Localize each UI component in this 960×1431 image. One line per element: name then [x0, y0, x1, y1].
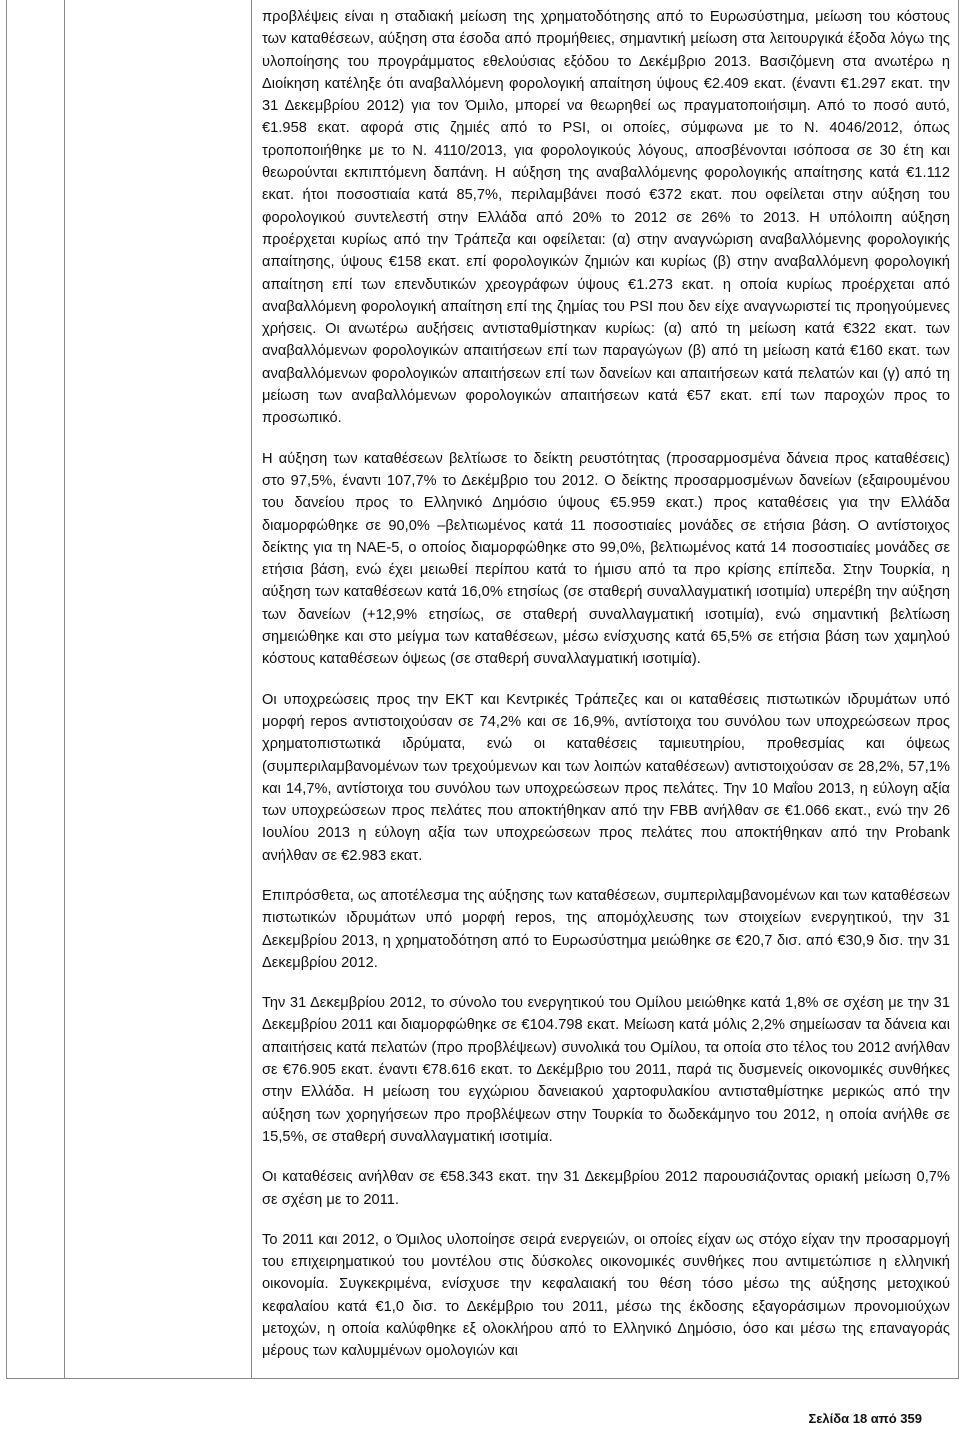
page-number: Σελίδα 18 από 359 [808, 1411, 922, 1426]
paragraph-group-actions: Το 2011 και 2012, ο Όμιλος υλοποίησε σειρά ενεργειών, οι οποίες είχαν ως στόχο είχαν την προσαρμογή του επιχειρηματικού του μοντέλου στις δύσκολες οικονομικές συνθήκες που αντιμετώπισε η ελληνική οικονομία. Συγκεκριμένα, ενίσχυσε την κεφαλαιακή του θέση τόσο μέσω της αύξησης μετοχικού κεφαλαίου κατά €1,0 δισ. το Δεκέμβριο του 2011, μέσω της έκδοσης εξαγοράσιμων προνομιούχων μετοχών, η οποία καλύφθηκε εξ ολοκλήρου από το Ελληνικό Δημόσιο, όσο και μέσω της επαναγοράς μέρους των καλυμμένων ομολογιών και [262, 1231, 950, 1360]
table-column-2 [65, 0, 252, 1378]
paragraph-eurosystem-funding: Επιπρόσθετα, ως αποτέλεσμα της αύξησης των καταθέσεων, συμπεριλαμβανομένων και των καταθέσεων πιστωτικών ιδρυμάτων υπό μορφή repos, της απομόχλευσης των στοιχείων ενεργητικού, την 31 Δεκεμβρίου 2013, η χρηματοδότηση από το Ευρωσύστημα μειώθηκε σε €20,7 δισ. από €30,9 δισ. την 31 Δεκεμβρίου 2012. [262, 887, 950, 971]
body-text [262, 6, 950, 1381]
table-column-1 [6, 0, 65, 1378]
paragraph-total-assets: Την 31 Δεκεμβρίου 2012, το σύνολο του ενεργητικού του Ομίλου μειώθηκε κατά 1,8% σε σχέση με την 31 Δεκεμβρίου 2011 και διαμορφώθηκε σε €104.798 εκατ. Μείωση κατά μόλις 2,2% σημείωσαν τα δάνεια και απαιτήσεις κατά πελατών (προ προβλέψεων) συνολικά του Ομίλου, τα οποία στο τέλος του 2012 ανήλθαν σε €76.905 εκατ. έναντι €78.616 εκατ. το Δεκέμβριο του 2011, παρά τις δυσμενείς οικονομικές συνθήκες στην Ελλάδα. Η μείωση του εγχώριου δανειακού χαρτοφυλακίου αντισταθμίστηκε μερικώς από την αύξηση των χορηγήσεων προ προβλέψεων στην Τουρκία το δωδεκάμηνο του 2012, η οποία ανήλθε σε 15,5%, σε σταθερή συναλλαγματική ισοτιμία. [262, 995, 950, 1145]
paragraph-deposits: Οι καταθέσεις ανήλθαν σε €58.343 εκατ. την 31 Δεκεμβρίου 2012 παρουσιάζοντας οριακή μείωση 0,7% σε σχέση με το 2011. [262, 1169, 950, 1208]
paragraph-liquidity-ratio: Η αύξηση των καταθέσεων βελτίωσε το δείκτη ρευστότητας (προσαρμοσμένα δάνεια προς καταθέσεις) στο 97,5%, έναντι 107,7% το Δεκέμβριο του 2012. Ο δείκτης προσαρμοσμένων δανείων (εξαιρουμένου του δανείου προς το Ελληνικό Δημόσιο ύψους €5.959 εκατ.) προς καταθέσεις για την Ελλάδα διαμορφώθηκε σε 90,0% –βελτιωμένος κατά 11 ποσοστιαίες μονάδες σε ετήσια βάση. Ο αντίστοιχος δείκτης για τη ΝΑΕ-5, ο οποίος διαμορφώθηκε στο 99,0%, βελτιωμένος κατά 14 ποσοστιαίες μονάδες σε ετήσια βάση, ενώ έχει μειωθεί περίπου κατά το ήμισυ από τα προ κρίσης επίπεδα. Στην Τουρκία, η αύξηση των καταθέσεων κατά 16,0% ετησίως (σε σταθερή συναλλαγματική ισοτιμία) υπερέβη την αύξηση των δανείων (+12,9% ετησίως, σε σταθερή συναλλαγματική ισοτιμία), ενώ σημαντική βελτίωση σημειώθηκε και στο μείγμα των καταθέσεων, μέσω ενίσχυσης κατά 65,5% σε ετήσια βάση των χαμηλού κόστους καταθέσεων όψεως (σε σταθερή συναλλαγματική ισοτιμία). [262, 450, 950, 668]
paragraph-liabilities: Οι υποχρεώσεις προς την ΕΚΤ και Κεντρικές Τράπεζες και οι καταθέσεις πιστωτικών ιδρυμάτων υπό μορφή repos αντιστοιχούσαν σε 74,2% και σε 16,9%, αντίστοιχα του συνόλου των υποχρεώσεων προς χρηματοπιστωτικά ιδρύματα, ενώ οι καταθέσεις ταμιευτηρίου, προθεσμίας και όψεως (συμπεριλαμβανομένων των τρεχούμενων και των λοιπών καταθέσεων) αντιστοιχούσαν σε 28,2%, 57,1% και 14,7%, αντίστοιχα του συνόλου των υποχρεώσεων προς πελάτες. Την 10 Μαΐου 2013, η εύλογη αξία των υποχρεώσεων προς πελάτες που αποκτήθηκαν από την FBB ανήλθαν σε €1.066 εκατ., ενώ την 26 Ιουλίου 2013 η εύλογη αξία των υποχρεώσεων προς πελάτες που αποκτήθηκαν από την Probank ανήλθαν σε €2.983 εκατ. [262, 691, 950, 864]
paragraph-deferred-tax: προβλέψεις είναι η σταδιακή μείωση της χρηματοδότησης από το Ευρωσύστημα, μείωση του κόστους των καταθέσεων, αύξηση στα έσοδα από προμήθειες, σημαντική μείωση στα λειτουργικά έξοδα λόγω της υλοποίησης του προγράμματος εθελούσιας εξόδου το Δεκέμβριο 2013. Βασιζόμενη στα ανωτέρω η Διοίκηση κατέληξε ότι αναβαλλόμενη φορολογική απαίτηση ύψους €2.409 εκατ. (έναντι €1.297 εκατ. την 31 Δεκεμβρίου 2012) για τον Όμιλο, μπορεί να θεωρηθεί ως πραγματοποιήσιμη. Από το ποσό αυτό, €1.958 εκατ. αφορά στις ζημιές από το PSI, οι οποίες, σύμφωνα με το Ν. 4046/2012, όπως τροποποιήθηκε με το Ν. 4110/2013, για φορολογικούς λόγους, αποσβένονται ισόποσα σε 30 έτη και θεωρούνται εκπιπτόμενη δαπάνη. Η αύξηση της αναβαλλόμενης φορολογικής απαίτησης κατά €1.112 εκατ. ήτοι ποσοστιαία κατά 85,7%, περιλαμβάνει ποσό €372 εκατ. που οφείλεται στην αύξηση του φορολογικού συντελεστή στην Ελλάδα από 20% το 2012 σε 26% το 2013. Η υπόλοιπη αύξηση προέρχεται κυρίως από την Τράπεζα και οφείλεται: (α) στην αναγνώριση αναβαλλόμενης φορολογικής απαίτησης, ύψους €158 εκατ. επί φορολογικών ζημιών και κυρίως (β) στην αναβαλλόμενη φορολογική απαίτηση επί των επενδυτικών χρεογράφων ύψους €1.273 εκατ. η οποία κυρίως προέρχεται από αναβαλλόμενη φορολογική απαίτηση επί της ζημίας του PSI που δεν είχε αναγνωριστεί τις προηγούμενες χρήσεις. Οι ανωτέρω αυξήσεις αντισταθμίστηκαν κυρίως: (α) από τη μείωση κατά €322 εκατ. των αναβαλλόμενων φορολογικών απαιτήσεων επί των παραγώγων (β) από τη μείωση κατά €160 εκατ. των αναβαλλόμενων φορολογικών απαιτήσεων επί των δανείων και απαιτήσεων κατά πελατών και (γ) από τη μείωση των αναβαλλόμενων φορολογικών απαιτήσεων κατά €57 εκατ. επί των παροχών προς το προσωπικό. [262, 9, 950, 427]
